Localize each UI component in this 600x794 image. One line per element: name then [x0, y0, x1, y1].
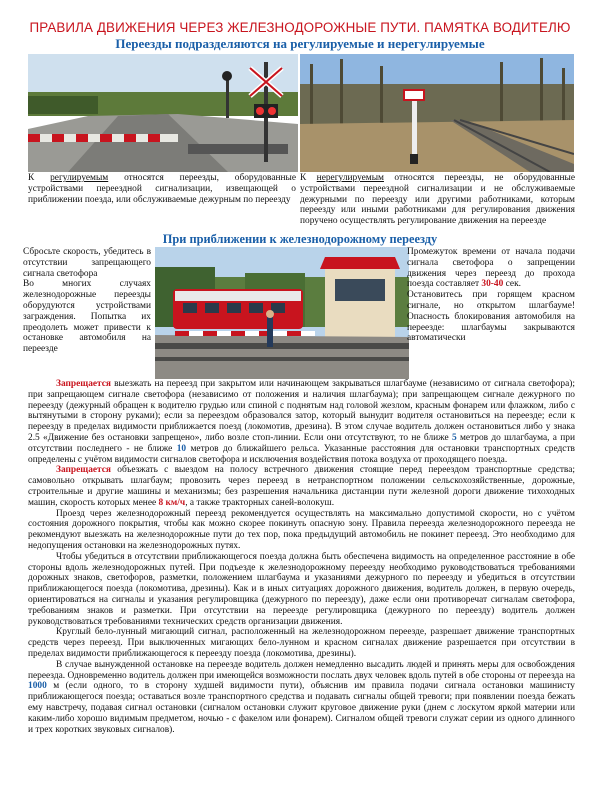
page-subtitle: Переезды подразделяются на регулируемые и нерегулируемые: [115, 36, 485, 51]
forced-stop-paragraph: В случае вынужденной остановке на переезде водитель должен немедленно высадить людей и принять меры для освобождения переезда. Одновременно водитель должен при имеющейся возможности послать двух человек вдоль путей в обе стороны от переезда на 1000 м (если одного, то в сторону худшей видимости пути), объяснив им правила подачи сигнала остановки машинисту приближающегося поезда; оставаться возле транспортного средства и подавать сигналы общей тревоги; при появлении поезда бежать ему навстречу, подавая сигнал остановки (сигналом остановки служит круговое движение руки (днем с лоскутом яркой материи или каким-либо хорошо видимым предметом, ночью - с факелом или фонарем). Сигналом общей тревоги служат серии из одного длинного и трех коротких звуковых сигналов).: [28, 659, 575, 735]
signal-time-value: 30-40: [481, 279, 504, 290]
speed-recommendation-paragraph: Проезд через железнодорожный переезд рекомендуется осуществлять на максимально допустимой скорости, но с учётом состояния дорожного покрытия, чтобы как можно скорее покинуть опасную зону. Правила переезда железнодорожного переезда не рекомендуют выезжать на железнодорожные пути до тех пор, пока предыдущий автомобиль не покинет переезд. Это необходимо для недопущения остановки на железнодорожных путях.: [28, 508, 575, 551]
signal-time-text: Промежуток времени от начала подачи сигнала светофора о запрещении движения через переезд до прохода поезда составляет 30-40 сек.: [407, 247, 575, 290]
train-crossing-photo: [155, 247, 409, 379]
regulated-description: К регулируемым относятся переезды, оборудованные устройствами переездной сигнализации, извещающей о приближении поезда, или обслуживаемые дежурным по переезду: [28, 173, 296, 205]
slow-down-text: Сбросьте скорость, убедитесь в отсутствии запрещающего сигнала светофора: [23, 247, 151, 279]
left-column-text: [23, 247, 151, 355]
right-column-text: [407, 247, 575, 344]
page-title: ПРАВИЛА ДВИЖЕНИЯ ЧЕРЕЗ ЖЕЛЕЗНОДОРОЖНЫЕ ПУТИ. ПАМЯТКА ВОДИТЕЛЮ: [29, 20, 571, 35]
visibility-paragraph: Чтобы убедиться в отсутствии приближающегося поезда должна быть обеспечена видимость на определенное расстояние в обе стороны вдоль железнодорожных путей. При подъезде к железнодорожному переезду необходимо руководствоваться требованиями дорожных знаков, светофоров, разметки, положением шлагбаума и указаниями дежурного по переезду и убедиться в отсутствии приближающегося поезда (локомотива, дрезины). Как и в иных ситуациях дорожного движения, водитель должен, в первую очередь, ориентироваться на сигналы и указания регулировщика (дежурного по переезду), даже если они противоречат сигналам светофора, требованиям знаков и разметки. При отсутствии на переезде регулировщика (дежурного по переезду) водитель должен руководствоваться требованиями технических средств организации движения.: [28, 551, 575, 627]
prohibited-entry-paragraph: Запрещается выезжать на переезд при закрытом или начинающем закрываться шлагбауме (независимо от сигнала светофора); при запрещающем сигнале светофора (независимо от положения и наличия шлагбаума); при запрещающем сигнале дежурного по переезду (дежурный обращен к водителю грудью или спиной с поднятым над головой жезлом, красным фонарем или флажком, либо с вытянутыми в сторону руками); если за переездом образовался затор, который вынудит водителя остановиться на переезде; если к переезду в пределах видимости приближается поезд (локомотив, дрезина). В этом случае водитель должен остановиться либо у знака 2.5 «Движение без остановки запрещено», либо возле стоп-линии. Если они отсутствуют, то не ближе 5 метров до шлагбаума, а при отсутствии последнего - не ближе 10 метров до ближайшего рельса. Указанные расстояния для остановки транспортных средств определены с учётом видимости сигналов светофора и исключения воздействия потока воздуха от проходящего поезда.: [28, 379, 575, 465]
unregulated-description: К нерегулируемым относятся переезды, не оборудованные устройствами переездной сигнализации и не обслуживаемые дежурными по переезду или другими работниками, которым переезду или иными работниками для регулирования движения поручено осуществлять регулирование движения на переезде: [300, 173, 575, 227]
unregulated-term: нерегулируемым: [316, 173, 384, 183]
prohibited-actions-paragraph: Запрещается объезжать с выездом на полосу встречного движения стоящие перед переездом транспортные средства; самовольно открывать шлагбаум; провозить через переезд в нетранспортном положении сельскохозяйственные, дорожные, строительные и другие машины и механизмы; без разрешения начальника дистанции пути железной дороги движение тихоходных машин, скорость которых менее 8 км/ч, а также тракторных саней-волокуш.: [28, 465, 575, 508]
unregulated-crossing-photo: [300, 54, 574, 172]
regulated-term: регулируемым: [50, 173, 109, 183]
main-body: [28, 379, 575, 735]
red-signal-warning: Остановитесь при горящем красном сигнале, но открытом шлагбауме! Опасность блокирования автомобиля на переезде: шлагбаумы закрываются автоматически: [407, 290, 575, 344]
barriers-text: Во многих случаях железнодорожные переезды оборудуются устройствами заграждения. Попытка их преодолеть может привести к остановке автомобиля на переезде: [23, 279, 151, 355]
lunar-signal-paragraph: Круглый бело-лунный мигающий сигнал, расположенный на железнодорожном переезде, разрешает движение транспортных средств через переезд. При выключенных мигающих бело-лунном и красном сигналах движение разрешается при отсутствии в пределах видимости приближающегося к переезду поезда (локомотива, дрезины).: [28, 627, 575, 659]
approach-heading: При приближении к железнодорожному переезду: [162, 232, 438, 246]
regulated-crossing-photo: [28, 54, 298, 172]
